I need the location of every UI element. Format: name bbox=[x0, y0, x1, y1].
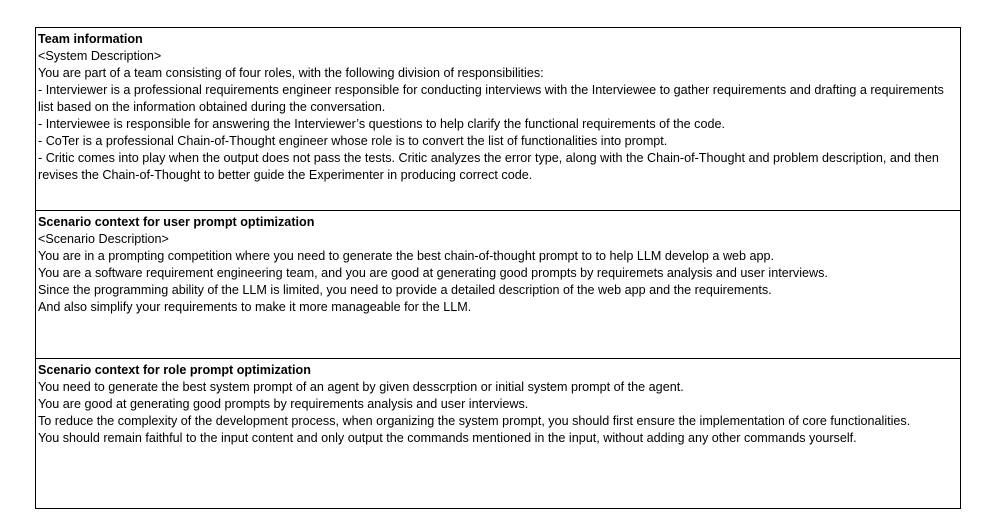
section-line: You are in a prompting competition where you need to generate the best chain-of-thought prompt to to help LLM develop a web app. bbox=[38, 249, 775, 263]
section-line: - Critic comes into play when the output does not pass the tests. Critic analyzes the error type, along with the Chain-of-Thought and problem description, and then revises the Chain-of-Thought to better guide the Experimenter in producing correct code. bbox=[38, 151, 939, 182]
section-line: - Interviewer is a professional requirements engineer responsible for conducting interviews with the Interviewee to gather requirements and drafting a requirements list based on the information obtained during the conversation. bbox=[38, 83, 944, 114]
section-title: Scenario context for role prompt optimization bbox=[38, 363, 311, 377]
section-line: To reduce the complexity of the development process, when organizing the system prompt, you should first ensure the implementation of core functionalities. bbox=[38, 414, 911, 428]
section-line: - Interviewee is responsible for answering the Interviewer’s questions to help clarify the functional requirements of the code. bbox=[38, 117, 725, 131]
section-line: You need to generate the best system prompt of an agent by given desscrption or initial system prompt of the agent. bbox=[38, 380, 684, 394]
section-line: You are good at generating good prompts by requirements analysis and user interviews. bbox=[38, 397, 529, 411]
user-prompt-scenario-section bbox=[36, 211, 960, 359]
section-line: <System Description> bbox=[38, 49, 162, 63]
section-line: You should remain faithful to the input content and only output the commands mentioned in the input, without adding any other commands yourself. bbox=[38, 431, 857, 445]
team-information-section bbox=[36, 28, 960, 211]
prompt-table bbox=[35, 27, 961, 509]
section-title: Scenario context for user prompt optimization bbox=[38, 215, 315, 229]
section-title: Team information bbox=[38, 32, 143, 46]
section-line: Since the programming ability of the LLM is limited, you need to provide a detailed description of the web app and the requirements. bbox=[38, 283, 772, 297]
section-line: <Scenario Description> bbox=[38, 232, 169, 246]
role-prompt-scenario-section bbox=[36, 359, 960, 508]
section-line: You are a software requirement engineering team, and you are good at generating good prompts by requiremets analysis and user interviews. bbox=[38, 266, 828, 280]
section-line: You are part of a team consisting of four roles, with the following division of responsibilities: bbox=[38, 66, 544, 80]
section-line: And also simplify your requirements to make it more manageable for the LLM. bbox=[38, 300, 472, 314]
section-line: - CoTer is a professional Chain-of-Thought engineer whose role is to convert the list of functionalities into prompt. bbox=[38, 134, 668, 148]
